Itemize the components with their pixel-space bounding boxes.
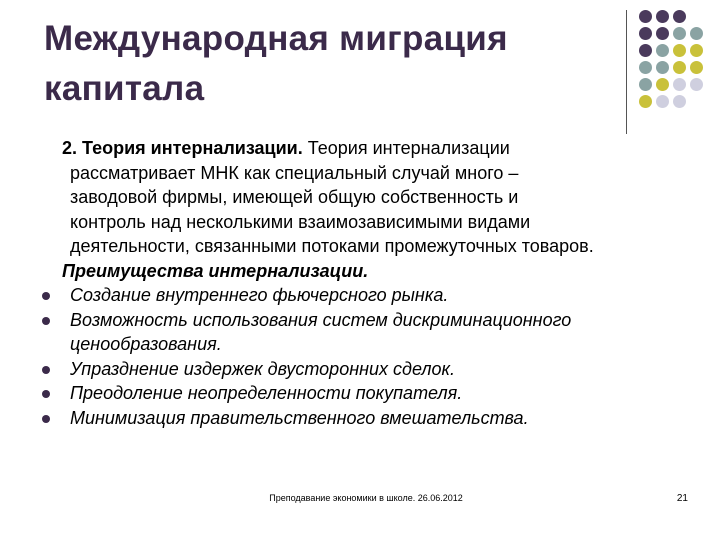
- bullet-icon: [42, 415, 50, 423]
- decorative-dot: [656, 78, 669, 91]
- page-number: 21: [676, 493, 688, 504]
- bullet-icon: [42, 292, 50, 300]
- intro-line: заводовой фирмы, имеющей общую собственность и: [70, 187, 519, 207]
- decorative-dot: [673, 10, 686, 23]
- list-item: [42, 308, 702, 357]
- bullet-text: Упразднение издержек двусторонних сделок.: [70, 358, 456, 379]
- decorative-dot: [656, 44, 669, 57]
- decorative-dot: [656, 61, 669, 74]
- decorative-dot: [639, 10, 652, 23]
- bullet-text: Создание внутреннего фьючерсного рынка.: [70, 285, 449, 305]
- decorative-dot: [639, 27, 652, 40]
- bullet-text: Преодоление неопределенности покупателя.: [70, 383, 463, 403]
- decorative-dot: [639, 95, 652, 108]
- intro-lead: 2. Теория интернализации.: [62, 138, 303, 158]
- decorative-dot: [656, 95, 669, 108]
- bullet-icon: [42, 317, 50, 325]
- intro-paragraph: [42, 136, 702, 161]
- intro-line: рассматривает МНК как специальный случай много –: [70, 162, 519, 183]
- decorative-dot: [656, 27, 669, 40]
- intro-line: контроль над несколькими взаимозависимыми видами: [70, 211, 531, 232]
- slide-title: [44, 14, 604, 114]
- bullet-text: Минимизация правительственного вмешательства.: [70, 407, 529, 428]
- title-line-1: Международная миграция: [44, 19, 508, 58]
- intro-rest: Теория интернализации: [302, 138, 510, 158]
- bullet-icon: [42, 390, 50, 398]
- title-line-2: капитала: [44, 69, 205, 108]
- footer-text: Преподавание экономики в школе. 26.06.2012: [269, 493, 463, 503]
- subheading: Преимущества интернализации.: [62, 260, 369, 281]
- list-item: [42, 357, 702, 382]
- decorative-dot: [673, 44, 686, 57]
- decorative-dot: [690, 78, 703, 91]
- decorative-dot: [690, 27, 703, 40]
- slide-body: [42, 136, 702, 430]
- decorative-dot-grid: [639, 10, 715, 110]
- decorative-dot: [673, 95, 686, 108]
- decorative-dot: [639, 78, 652, 91]
- decorative-dot: [690, 44, 703, 57]
- bullet-list: [42, 283, 702, 430]
- decorative-dot: [673, 61, 686, 74]
- bullet-text: Возможность использования систем дискриминационного ценообразования.: [70, 309, 572, 354]
- bullet-icon: [42, 366, 50, 374]
- list-item: [42, 381, 702, 406]
- decorative-dot: [673, 27, 686, 40]
- decorative-dot: [673, 78, 686, 91]
- decorative-dot: [690, 61, 703, 74]
- decorative-dot: [639, 44, 652, 57]
- list-item: [42, 406, 702, 431]
- list-item: [42, 283, 702, 308]
- intro-line: деятельности, связанными потоками промежуточных товаров.: [70, 236, 594, 256]
- decorative-divider: [626, 10, 627, 134]
- decorative-dot: [639, 61, 652, 74]
- decorative-dot: [656, 10, 669, 23]
